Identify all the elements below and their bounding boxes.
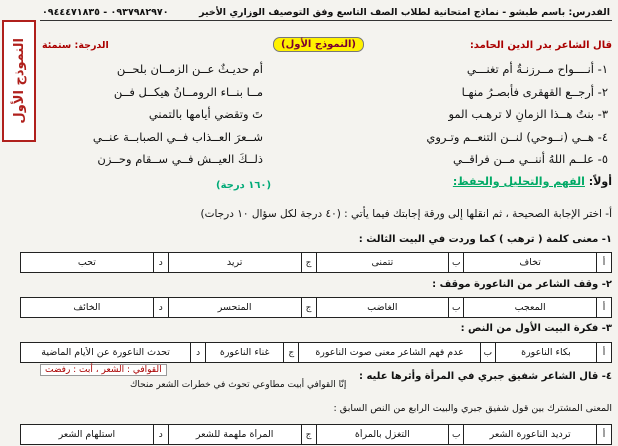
option-a[interactable]: أ ترديد الناعورة الشعر xyxy=(463,425,611,444)
page-header xyxy=(40,4,612,21)
question-3: ٣- فكرة البيت الأول من النص : xyxy=(460,323,612,334)
option-b[interactable]: ب تتمنى xyxy=(316,253,464,272)
option-a[interactable]: أ المعجب xyxy=(463,298,611,317)
section-degree: (١٦٠ درجة) xyxy=(216,180,272,191)
question-1-options xyxy=(20,252,612,273)
verse-4-second-half: شــعرَ العــذاب فــي الصبابــة عنــي xyxy=(92,130,263,144)
rhyme-note: القوافي : الشعر ، أبت : رفضت xyxy=(40,364,167,376)
question-1: ١- معنى كلمة ( ترهب ) كما وردت في البيت الثالث : xyxy=(358,234,612,245)
question-3-options xyxy=(20,342,612,363)
verse-3-second-half: تَ وتقضي أيامها بالتمني xyxy=(148,107,263,121)
question-2: ٢- وقف الشاعر من الناعورة موقف : xyxy=(432,279,612,290)
verse-2-first-half: ٢- أرجــع القهقرى فأبصـرُ منهـا xyxy=(461,85,608,99)
instruction-text: أ- اختر الإجابة الصحيحة ، ثم انقلها إلى ورقة إجابتك فيما يأتي : (٤٠ درجة لكل سؤال ١٠ درجات) xyxy=(200,208,612,220)
verse-3-first-half: ٣- بنتُ هــذا الزمانِ لا ترهـب المو xyxy=(448,107,608,121)
option-d[interactable]: د الخائف xyxy=(21,298,168,317)
verse-2-second-half: مــا بنــاء الرومــانُ هيكــل فــن xyxy=(113,85,263,99)
header-phone-numbers: ٠٩٣٧٩٨٢٩٧٠ - ٠٩٤٤٤٧١٨٣٥ xyxy=(42,6,169,18)
side-model-label: النموذج الأول xyxy=(2,20,36,142)
question-4-subtext: المعنى المشترك بين قول شفيق جبري والبيت الرابع من النص السابق : xyxy=(333,403,612,414)
verse-5-second-half: ذلــكَ العيــش فــي ســقام وحــزن xyxy=(97,152,263,166)
option-d[interactable]: د استلهام الشعر xyxy=(21,425,168,444)
model-title: (النموذج الأول) xyxy=(273,37,364,52)
option-b[interactable]: ب الغاضب xyxy=(316,298,464,317)
option-d[interactable]: د تحدث الناعورة عن الأيام الماضية xyxy=(21,343,205,362)
section-title: الفهم والتحليل والحفظ: xyxy=(452,175,585,188)
verse-4-first-half: ٤- هــي (نــوحي) لنــن التنعــم وتـروي xyxy=(426,130,608,144)
option-b[interactable]: ب عدم فهم الشاعر معنى صوت الناعورة xyxy=(298,343,495,362)
section-heading: أولاً: الفهم والتحليل والحفظ: xyxy=(452,175,612,188)
question-2-options xyxy=(20,297,612,318)
option-c[interactable]: ج المتحسر xyxy=(168,298,316,317)
header-teacher-title: الفدرس: باسم طبشو - نماذج امتحانية لطلاب الصف التاسع وفق التوصيف الوزاري الأخير xyxy=(199,6,610,18)
verse-5-first-half: ٥- علــم اللهُ أننــي مــن فراقــي xyxy=(452,152,608,166)
poet-intro: قال الشاعر بدر الدين الحامد: xyxy=(469,40,612,51)
verse-1-first-half: ١- أنــــواح مــرزنـةٌ أم تغنـــي xyxy=(466,62,608,76)
option-c[interactable]: ج غناء الناعورة xyxy=(205,343,298,362)
option-d[interactable]: د تحب xyxy=(21,253,168,272)
verse-1-second-half: أم حديـثٌ عــن الزمــان بلحــن xyxy=(116,62,263,76)
option-b[interactable]: ب التغزل بالمرأة xyxy=(316,425,464,444)
option-c[interactable]: ج المرأة ملهمة للشعر xyxy=(168,425,316,444)
grade-label: الدرجة: ستمئة xyxy=(42,40,109,51)
question-4-quote: إنّا القوافي أبيت مطاوعي تحوث في خطرات الشعر منحاك xyxy=(130,380,347,390)
option-a[interactable]: أ تخاف xyxy=(463,253,611,272)
question-4-options xyxy=(20,424,612,445)
option-c[interactable]: ج تريد xyxy=(168,253,316,272)
question-4: ٤- قال الشاعر شفيق جبري في المرأة وأثرها عليه : xyxy=(358,371,612,382)
option-a[interactable]: أ بكاء الناعورة xyxy=(495,343,611,362)
